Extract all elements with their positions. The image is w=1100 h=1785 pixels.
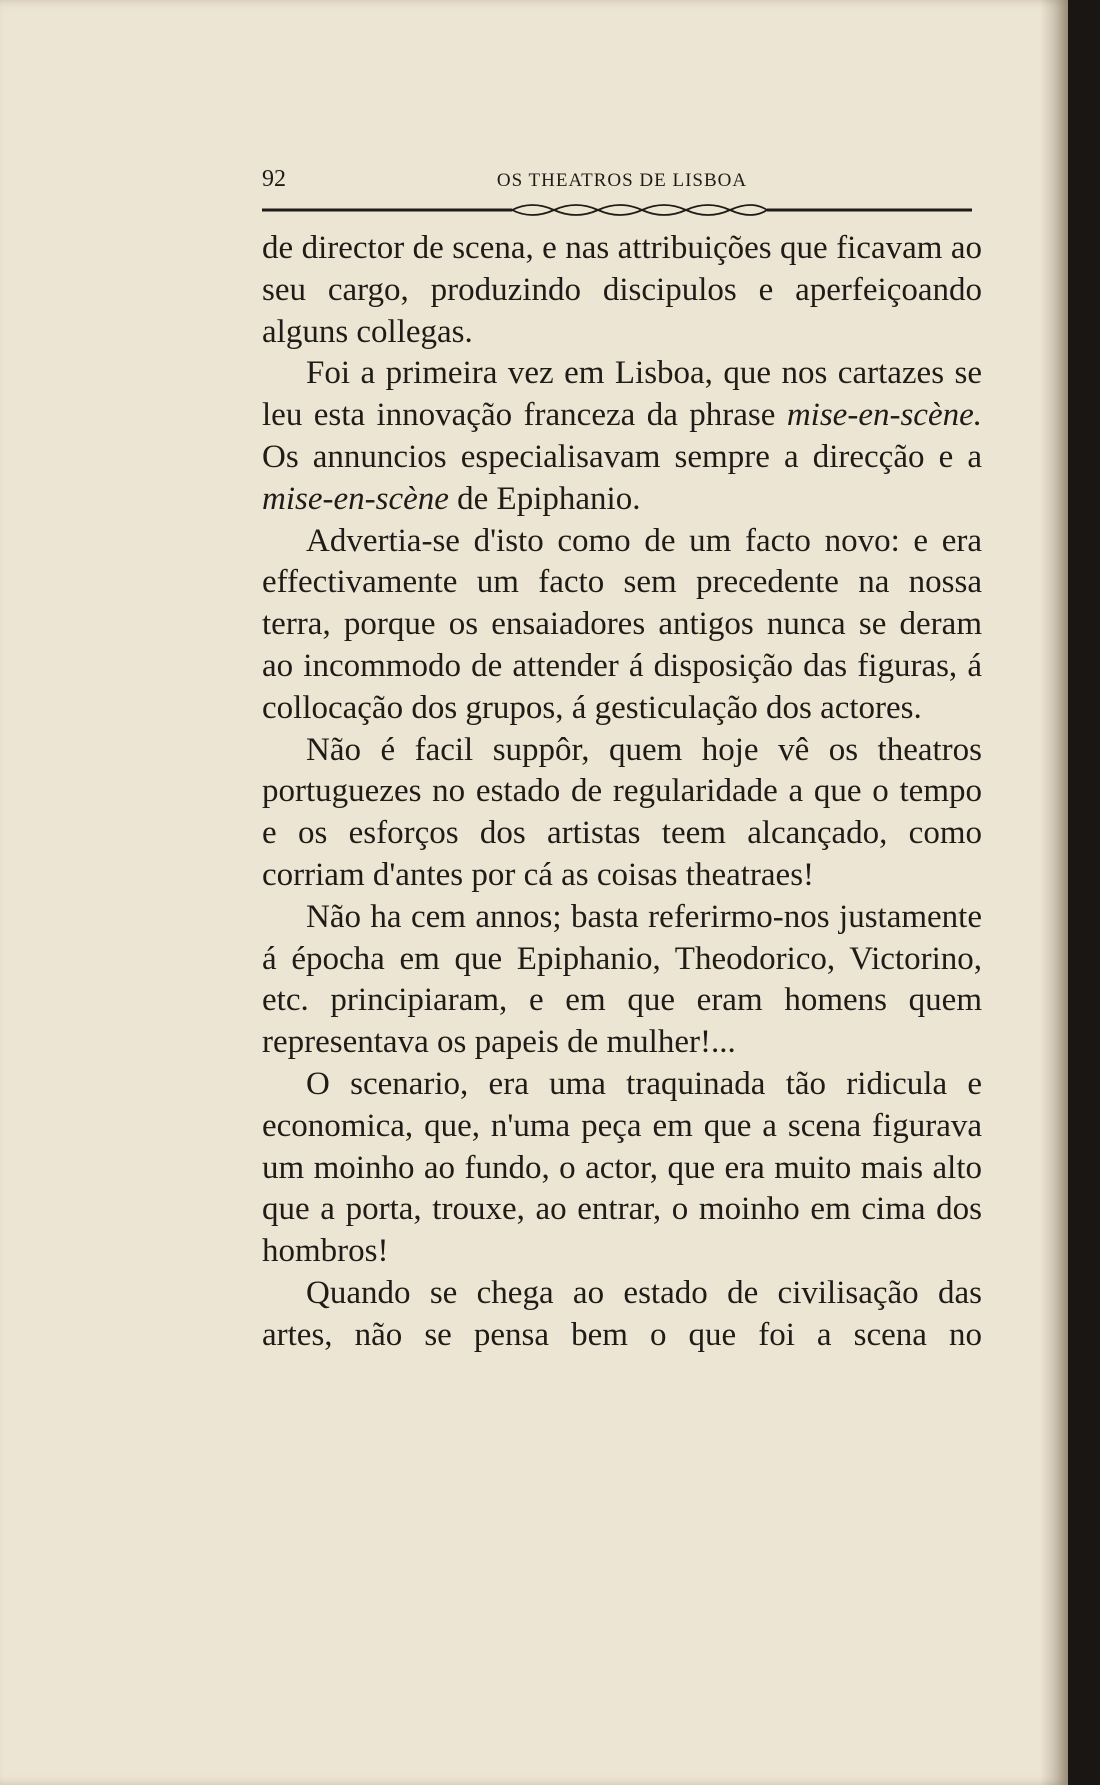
paragraph-1: de director de scena, e nas attribuições que ficavam ao seu cargo, produzindo discipulos e aperfeiçoando alguns collegas.	[262, 230, 982, 350]
paragraph-7: Quando se chega ao estado de civilisação das artes, não se pensa bem o que foi a scena no	[262, 1274, 982, 1353]
paragraph-5: Não ha cem annos; basta referirmo-nos justamente á épocha em que Epiphanio, Theodorico, Victorino, etc. principiaram, e em que eram homens quem representava os papeis de mulher!...	[262, 898, 982, 1061]
paragraph-4: Não é facil suppôr, quem hoje vê os theatros portuguezes no estado de regularidade a que o tempo e os esforços dos artistas teem alcançado, como corriam d'antes por cá as coisas theatraes!	[262, 731, 982, 893]
page-header	[262, 160, 982, 200]
paragraph-2-text-b: Os annuncios especialisavam sempre a direcção e a	[262, 438, 982, 475]
paragraph-3: Advertia-se d'isto como de um facto novo: e era effectivamente um facto sem precedente na nossa terra, porque os ensaiadores antigos nunca se deram ao incommodo de attender á disposição das figuras, á collocação dos grupos, á gesticulação dos actores.	[262, 522, 982, 726]
paragraph-2-italic-b: mise-en-scène	[262, 480, 449, 517]
body-text	[262, 228, 982, 1357]
paragraph-6: O scenario, era uma traquinada tão ridicula e economica, que, n'uma peça em que a scena figurava um moinho ao fundo, o actor, que era muito mais alto que a porta, trouxe, ao entrar, o moinho em cima dos hombros!	[262, 1065, 982, 1270]
page-edge-shadow	[1040, 0, 1068, 1785]
paragraph-2	[262, 353, 982, 520]
running-title: OS THEATROS DE LISBOA	[496, 170, 748, 191]
header-ornament-rule	[262, 198, 982, 222]
paragraph-2-text-a: Foi a primeira vez em Lisboa, que nos cartazes se leu esta innovação franceza da phrase	[262, 355, 982, 434]
paragraph-2-italic-a: mise-en-scène.	[786, 397, 982, 434]
paragraph-2-text-c: de Epiphanio.	[448, 480, 641, 517]
page-number: 92	[262, 166, 286, 192]
